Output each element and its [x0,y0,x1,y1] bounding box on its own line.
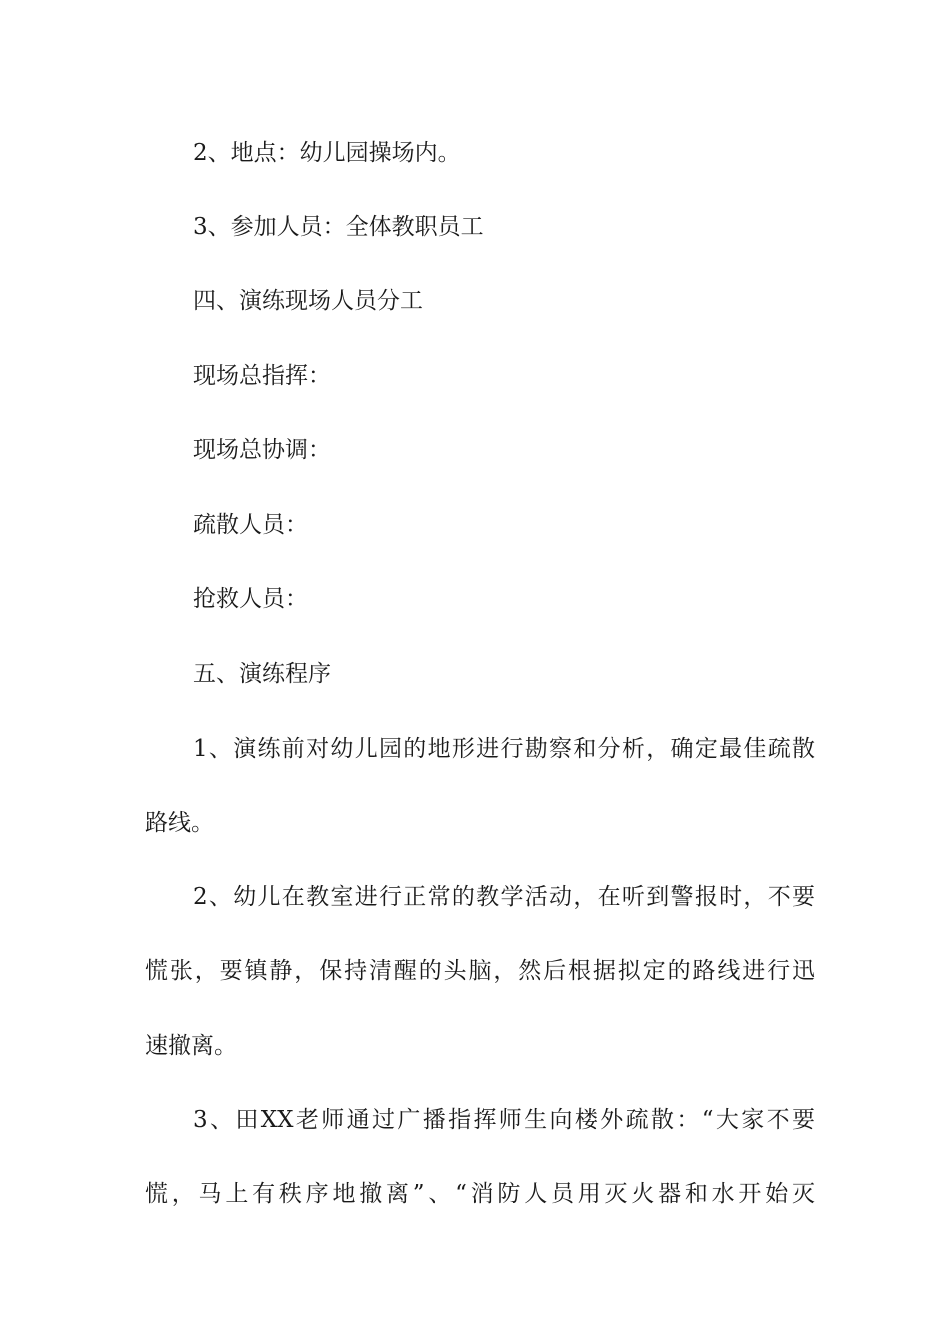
role-evacuation: 疏散人员： [193,512,308,538]
role-coordinator: 现场总协调： [193,437,331,463]
paragraph-participants: 3、参加人员：全体教职员工 [193,214,484,240]
section-heading-procedure: 五、演练程序 [193,661,331,687]
paragraph-step-2-line-3: 速撤离。 [145,1033,237,1059]
paragraph-step-3-line-1: 3、田XX老师通过广播指挥师生向楼外疏散：“大家不要 [193,1107,815,1133]
paragraph-step-2-line-1: 2、幼儿在教室进行正常的教学活动，在听到警报时，不要 [193,884,815,910]
paragraph-step-1-line-1: 1、演练前对幼儿园的地形进行勘察和分析，确定最佳疏散 [193,736,815,762]
paragraph-step-1-line-2: 路线。 [145,810,214,836]
role-commander: 现场总指挥： [193,363,331,389]
section-heading-staff-roles: 四、演练现场人员分工 [193,288,423,314]
role-rescue: 抢救人员： [193,586,308,612]
paragraph-step-2-line-2: 慌张，要镇静，保持清醒的头脑，然后根据拟定的路线进行迅 [145,958,815,984]
paragraph-location: 2、地点：幼儿园操场内。 [193,140,461,166]
paragraph-step-3-line-2: 慌，马上有秩序地撤离”、“消防人员用灭火器和水开始灭 [145,1181,815,1207]
